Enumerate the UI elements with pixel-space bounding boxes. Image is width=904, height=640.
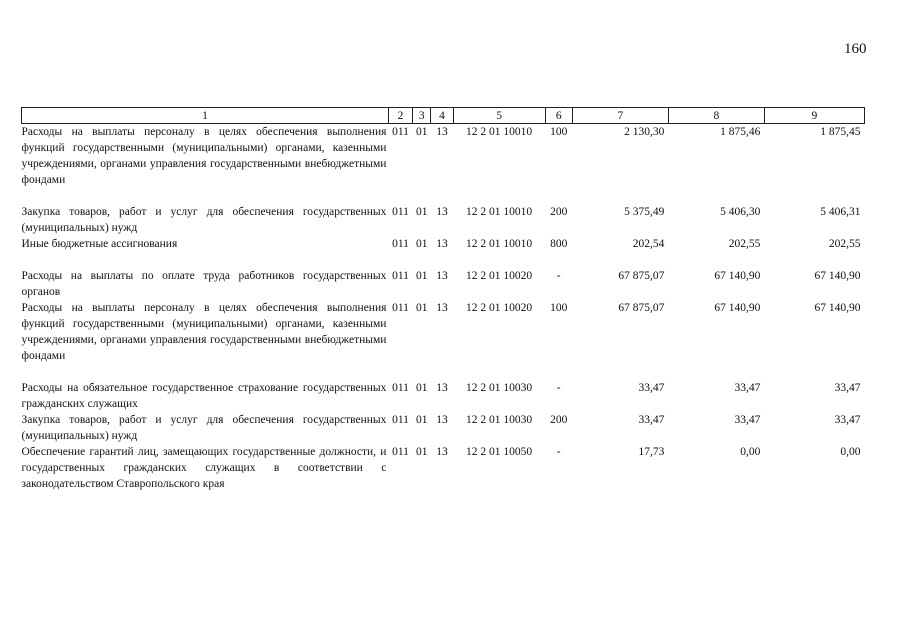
row-description: Расходы на выплаты персоналу в целях обеспечения выполнения функций государственными (муниципальными) органами, казенными учреждениями, органами управления государственными внебюджетными фондами [21,302,387,362]
row-target-article: 12 2 01 10020 [466,270,533,282]
row-target-article: 12 2 01 10010 [466,126,533,138]
col-header-3: 3 [413,108,431,124]
col-header-6: 6 [545,108,572,124]
row-amount-col9: 1 875,45 [820,126,861,138]
row-amount-col9: 33,47 [834,382,861,394]
row-amount-col8: 5 406,30 [720,206,761,218]
row-ved-code: 011 [392,414,409,426]
row-expense-type: 800 [550,238,568,250]
row-expense-type: 100 [550,126,568,138]
row-subsection-code: 13 [436,414,448,426]
row-section-code: 01 [416,238,428,250]
row-ved-code: 011 [392,238,409,250]
row-description: Иные бюджетные ассигнования [21,238,178,250]
row-amount-col8: 202,55 [728,238,761,250]
row-description: Закупка товаров, работ и услуг для обеспечения государственных (муниципальных) нужд [21,206,387,234]
row-target-article: 12 2 01 10010 [466,238,533,250]
row-target-article: 12 2 01 10050 [466,446,533,458]
row-expense-type: 100 [550,302,568,314]
col-header-8: 8 [668,108,764,124]
row-amount-col8: 67 140,90 [714,270,761,282]
row-expense-type: 200 [550,206,568,218]
row-amount-col9: 67 140,90 [814,302,861,314]
row-ved-code: 011 [392,206,409,218]
row-amount-col7: 17,73 [638,446,665,458]
col-header-1: 1 [22,108,389,124]
table-row [22,268,865,300]
row-description: Расходы на выплаты по оплате труда работников государственных органов [21,270,387,298]
row-expense-type: - [556,446,561,458]
row-target-article: 12 2 01 10020 [466,302,533,314]
table-row [22,412,865,444]
row-description: Закупка товаров, работ и услуг для обеспечения государственных (муниципальных) нужд [21,414,387,442]
row-target-article: 12 2 01 10010 [466,206,533,218]
row-section-code: 01 [416,302,428,314]
table-row [22,300,865,380]
table-row [22,236,865,268]
table-row [22,380,865,412]
row-amount-col8: 1 875,46 [720,126,761,138]
column-number-header [22,108,865,124]
table-row [22,204,865,236]
row-amount-col9: 67 140,90 [814,270,861,282]
row-amount-col9: 5 406,31 [820,206,861,218]
row-ved-code: 011 [392,126,409,138]
row-amount-col7: 33,47 [638,414,665,426]
row-section-code: 01 [416,126,428,138]
table-row [22,444,865,492]
row-amount-col9: 202,55 [828,238,861,250]
row-subsection-code: 13 [436,126,448,138]
row-amount-col8: 33,47 [734,382,761,394]
row-amount-col9: 0,00 [840,446,861,458]
row-expense-type: - [556,382,561,394]
col-header-4: 4 [431,108,453,124]
row-subsection-code: 13 [436,302,448,314]
row-section-code: 01 [416,414,428,426]
row-amount-col7: 33,47 [638,382,665,394]
row-amount-col8: 33,47 [734,414,761,426]
row-subsection-code: 13 [436,238,448,250]
row-subsection-code: 13 [436,382,448,394]
row-amount-col7: 5 375,49 [624,206,665,218]
row-amount-col7: 67 875,07 [618,302,665,314]
row-ved-code: 011 [392,302,409,314]
row-amount-col7: 2 130,30 [624,126,665,138]
row-subsection-code: 13 [436,206,448,218]
col-header-5: 5 [453,108,545,124]
row-section-code: 01 [416,270,428,282]
col-header-2: 2 [388,108,412,124]
row-target-article: 12 2 01 10030 [466,382,533,394]
row-target-article: 12 2 01 10030 [466,414,533,426]
row-expense-type: - [556,270,561,282]
row-ved-code: 011 [392,270,409,282]
row-section-code: 01 [416,206,428,218]
row-amount-col9: 33,47 [834,414,861,426]
row-ved-code: 011 [392,382,409,394]
row-section-code: 01 [416,446,428,458]
budget-table [21,107,865,492]
row-section-code: 01 [416,382,428,394]
row-amount-col7: 67 875,07 [618,270,665,282]
row-amount-col7: 202,54 [632,238,665,250]
row-subsection-code: 13 [436,270,448,282]
page-number: 160 [844,41,867,57]
col-header-9: 9 [764,108,864,124]
row-amount-col8: 67 140,90 [714,302,761,314]
row-amount-col8: 0,00 [740,446,761,458]
table-row [22,124,865,205]
table-body [22,124,865,493]
row-expense-type: 200 [550,414,568,426]
row-subsection-code: 13 [436,446,448,458]
row-description: Расходы на выплаты персоналу в целях обеспечения выполнения функций государственными (муниципальными) органами, казенными учреждениями, органами управления государственными внебюджетными фондами [21,126,387,186]
row-ved-code: 011 [392,446,409,458]
col-header-7: 7 [572,108,668,124]
row-description: Расходы на обязательное государственное страхование государственных гражданских служащих [21,382,387,410]
row-description: Обеспечение гарантий лиц, замещающих государственные должности, и государственных гражданских служащих в соответствии с законодательством Ставропольского края [21,446,387,490]
